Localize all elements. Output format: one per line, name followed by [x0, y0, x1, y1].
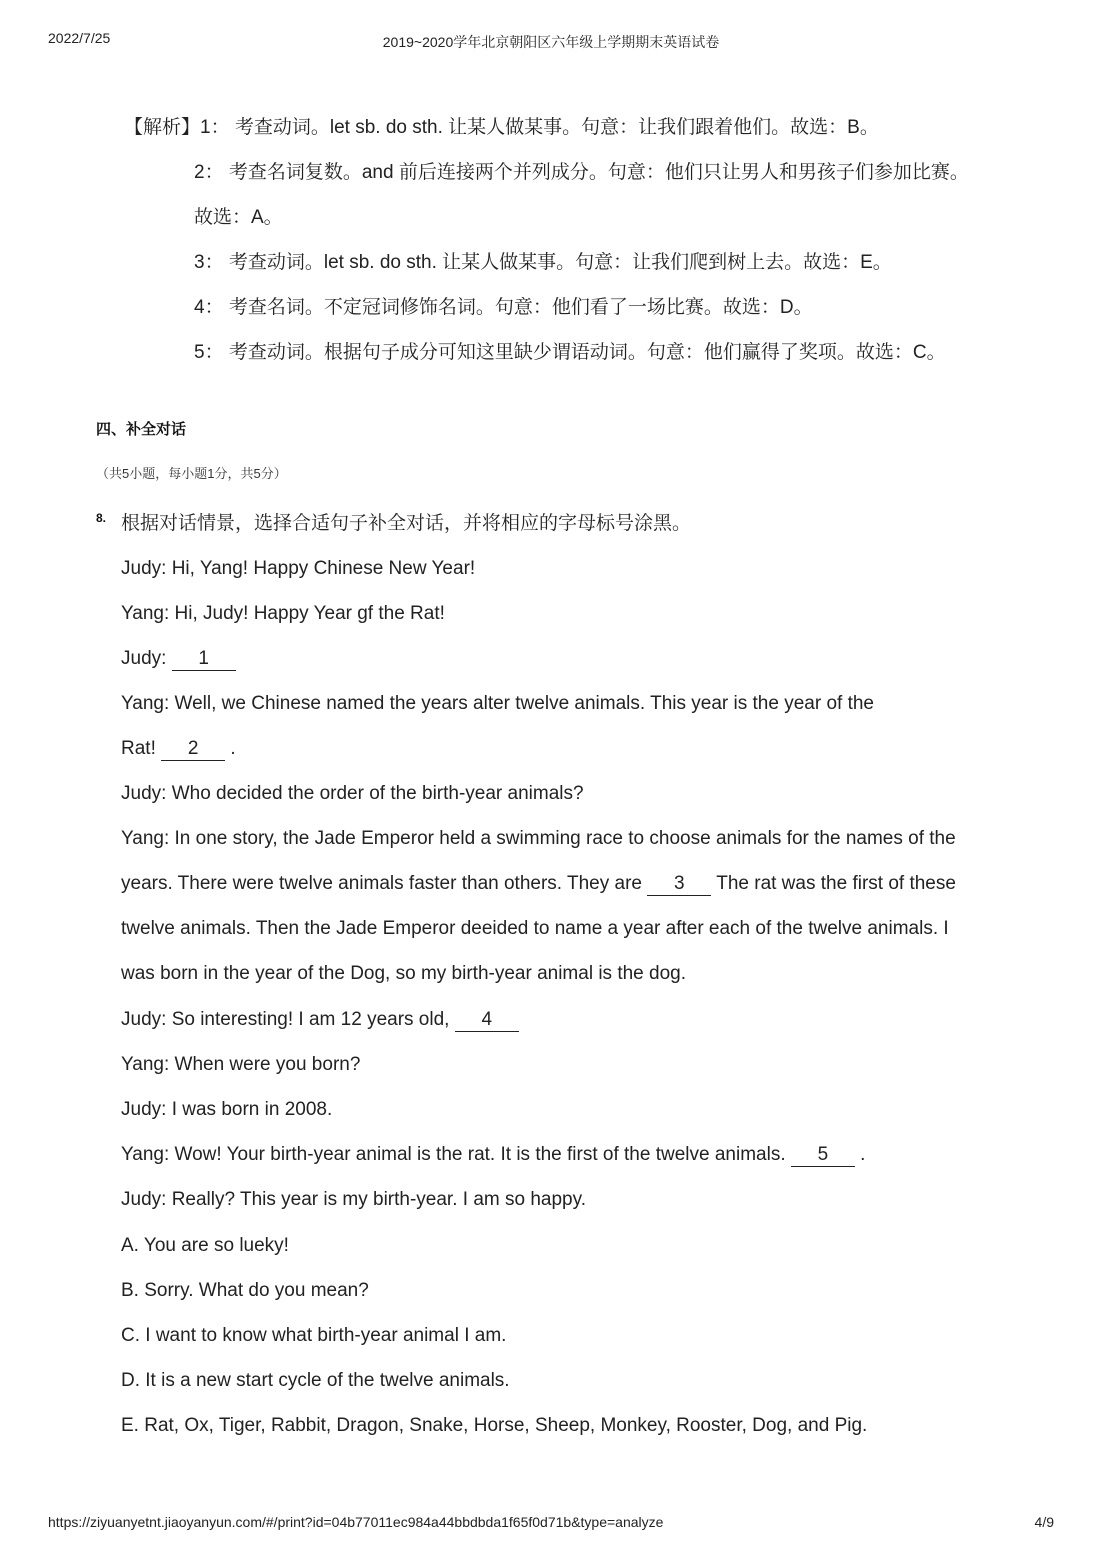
option-e: E. Rat, Ox, Tiger, Rabbit, Dragon, Snake, Horse, Sheep, Monkey, Rooster, Dog, and Pig. [121, 1415, 868, 1436]
option-d: D. It is a new start cycle of the twelve animals. [121, 1370, 510, 1391]
dialogue-line: Yang: When were you born? [121, 1054, 361, 1075]
section-note: （共5小题，每小题1分，共5分） [96, 466, 287, 481]
dialogue-line: Judy: Hi, Yang! Happy Chinese New Year! [121, 558, 476, 579]
document-title: 2019~2020学年北京朝阳区六年级上学期期末英语试卷 [382, 34, 720, 50]
analysis-line-3: 3： 考查动词。let sb. do sth. 让某人做某事。句意：让我们爬到树上去。故选：E。 [194, 252, 892, 273]
analysis-line-5: 5： 考查动词。根据句子成分可知这里缺少谓语动词。句意：他们赢得了奖项。故选：C。 [194, 342, 946, 363]
section-title: 四、补全对话 [96, 421, 187, 438]
print-date: 2022/7/25 [48, 30, 111, 46]
dialogue-line: Yang: Wow! Your birth-year animal is the rat. It is the first of the twelve animals. 5 . [121, 1144, 866, 1165]
dialogue-line: Judy: I was born in 2008. [121, 1099, 333, 1120]
analysis-line-2: 2： 考查名词复数。and 前后连接两个并列成分。句意：他们只让男人和男孩子们参加比赛。 [194, 162, 969, 183]
dialogue-line: years. There were twelve animals faster than others. They are 3 The rat was the first of these [121, 873, 956, 894]
dialogue-line: Yang: Well, we Chinese named the years alter twelve animals. This year is the year of the [121, 693, 874, 714]
dialogue-line: Judy: Who decided the order of the birth-year animals? [121, 783, 584, 804]
option-b: B. Sorry. What do you mean? [121, 1280, 369, 1301]
analysis-line-4: 4： 考查名词。不定冠词修饰名词。句意：他们看了一场比赛。故选：D。 [194, 297, 813, 318]
page-number: 4/9 [1034, 1514, 1054, 1530]
dialogue-line: Judy: 1 [121, 647, 236, 671]
question-number: 8. [96, 511, 107, 525]
answer-blank-4: 4 [455, 1009, 519, 1032]
dialogue-line: Rat! 2 . [121, 738, 236, 759]
dialogue-line: Judy: Really? This year is my birth-year. I am so happy. [121, 1189, 586, 1210]
dialogue-line: Yang: Hi, Judy! Happy Year gf the Rat! [121, 603, 445, 624]
dialogue-line: Judy: So interesting! I am 12 years old, 4 [121, 1008, 519, 1032]
analysis-label: 【解析】 [124, 117, 201, 138]
dialogue-line: twelve animals. Then the Jade Emperor deeided to name a year after each of the twelve animals. I [121, 918, 949, 939]
dialogue-line: was born in the year of the Dog, so my birth-year animal is the dog. [121, 963, 686, 984]
page-url: https://ziyuanyetnt.jiaoyanyun.com/#/print?id=04b77011ec984a44bbdbda1f65f0d71b&type=analyze [48, 1514, 664, 1530]
analysis-line-1: 【解析】1： 考查动词。let sb. do sth. 让某人做某事。句意：让我们跟着他们。故选：B。 [124, 117, 879, 138]
analysis-line-2-cont: 故选：A。 [194, 207, 283, 228]
dialogue-line: Yang: In one story, the Jade Emperor held a swimming race to choose animals for the names of the [121, 828, 956, 849]
answer-blank-1: 1 [172, 648, 236, 671]
option-c: C. I want to know what birth-year animal I am. [121, 1325, 507, 1346]
answer-blank-3: 3 [647, 873, 711, 896]
option-a: A. You are so lueky! [121, 1235, 289, 1256]
answer-blank-2: 2 [161, 738, 225, 761]
question-instruction: 根据对话情景，选择合适句子补全对话，并将相应的字母标号涂黑。 [121, 513, 692, 534]
answer-blank-5: 5 [791, 1144, 855, 1167]
